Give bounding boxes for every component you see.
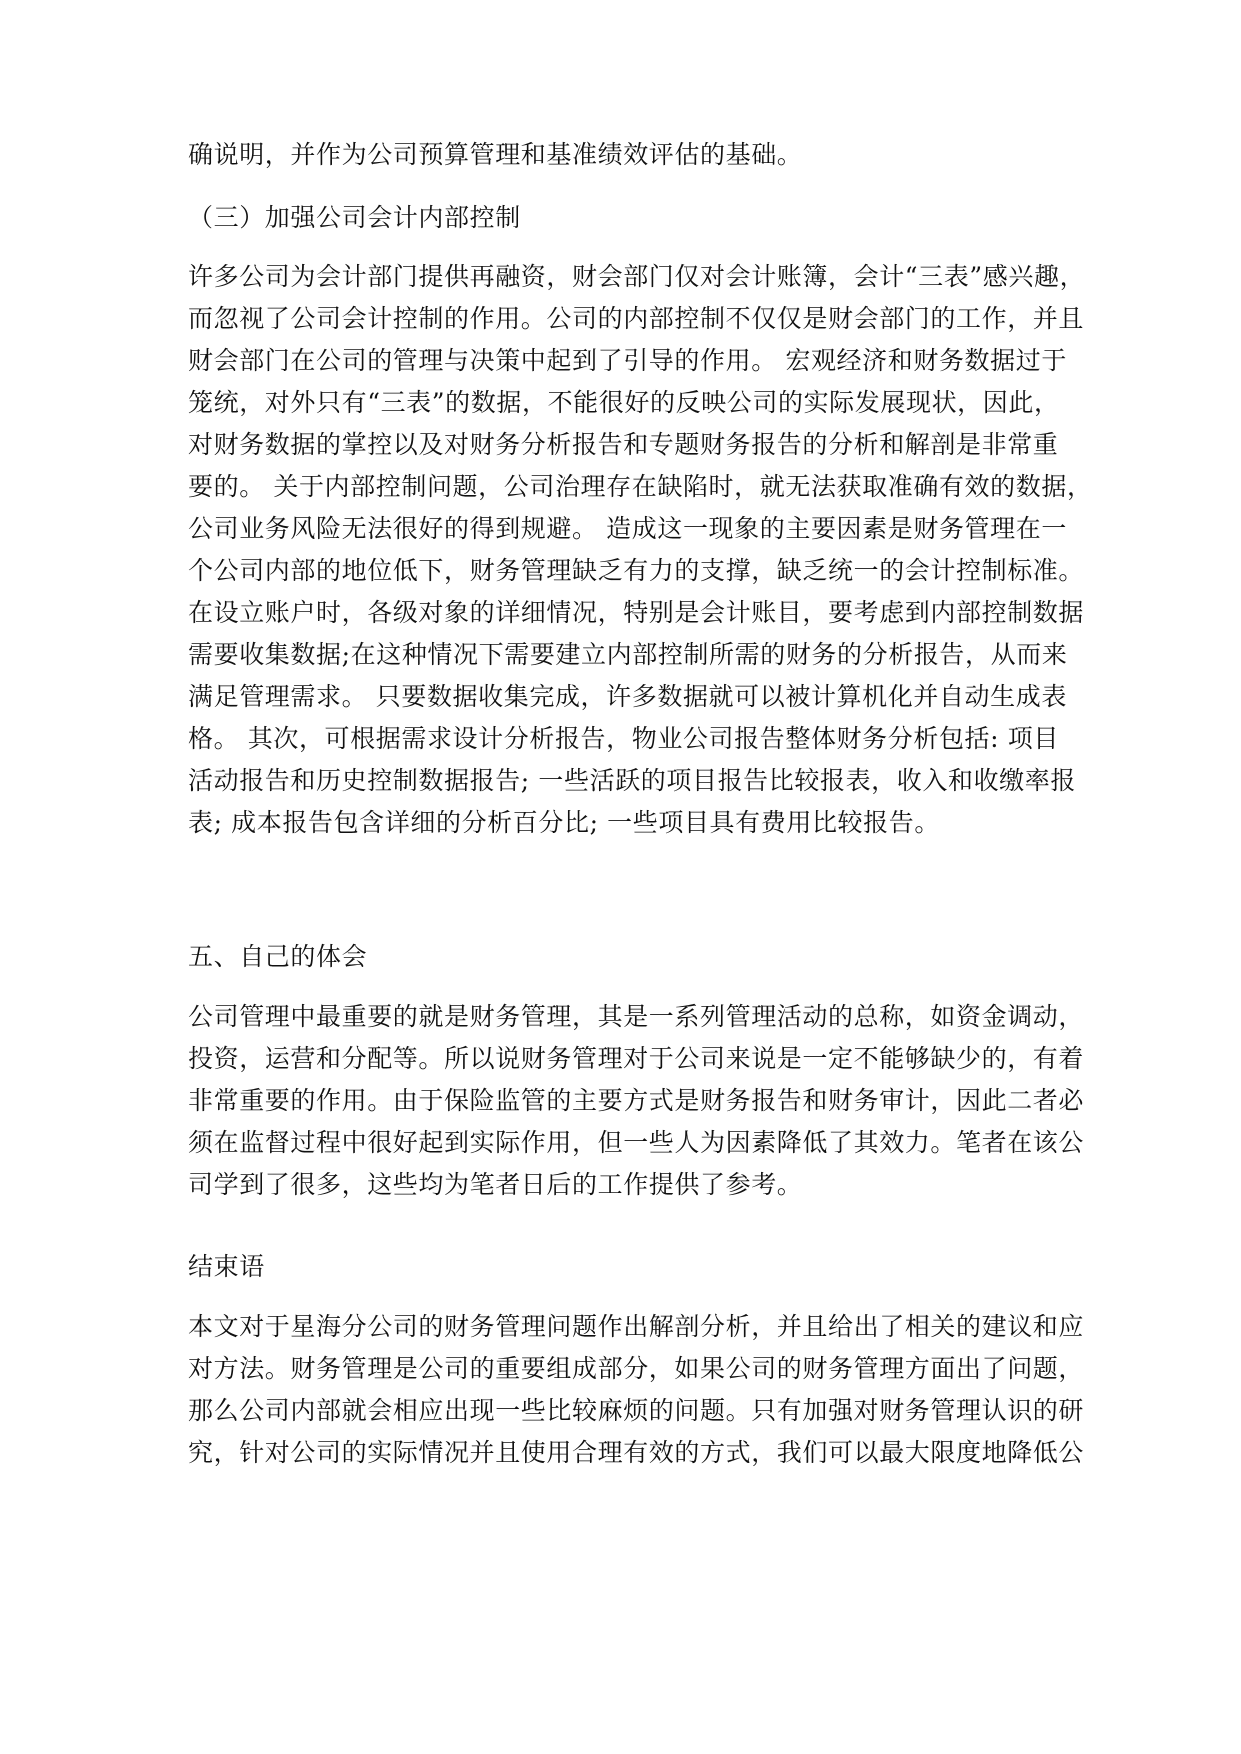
- text-line: 对财务数据的掌控以及对财务分析报告和专题财务报告的分析和解剖是非常重: [188, 430, 1059, 459]
- text-line: 非常重要的作用。由于保险监管的主要方式是财务报告和财务审计，因此二者必: [188, 1086, 1085, 1115]
- text-line: 在设立账户时，各级对象的详细情况，特别是会计账目，要考虑到内部控制数据: [188, 598, 1085, 627]
- text-line: 个公司内部的地位低下，财务管理缺乏有力的支撑，缺乏统一的会计控制标准。: [188, 556, 1085, 585]
- text-line: 表; 成本报告包含详细的分析百分比; 一些项目具有费用比较报告。: [188, 808, 940, 837]
- text-line: 格。 其次，可根据需求设计分析报告，物业公司报告整体财务分析包括: 项目: [188, 724, 1059, 753]
- text-line: 司学到了很多，这些均为笔者日后的工作提供了参考。: [188, 1170, 803, 1199]
- text-line: 公司管理中最重要的就是财务管理，其是一系列管理活动的总称，如资金调动，: [188, 1002, 1085, 1031]
- text-line: 本文对于星海分公司的财务管理问题作出解剖分析，并且给出了相关的建议和应: [188, 1312, 1085, 1341]
- paragraph-intro: [188, 134, 1058, 176]
- conclusion-heading: 结束语: [188, 1252, 265, 1281]
- text-line: 对方法。财务管理是公司的重要组成部分，如果公司的财务管理方面出了问题，: [188, 1354, 1085, 1383]
- text-line: 而忽视了公司会计控制的作用。公司的内部控制不仅仅是财会部门的工作，并且: [188, 304, 1085, 333]
- text-line: 笼统，对外只有“三表”的数据，不能很好的反映公司的实际发展现状，因此，: [188, 388, 1060, 417]
- text-line: 那么公司内部就会相应出现一些比较麻烦的问题。只有加强对财务管理认识的研: [188, 1396, 1085, 1425]
- text-line: 公司业务风险无法很好的得到规避。 造成这一现象的主要因素是财务管理在一: [188, 514, 1067, 543]
- paragraph-experience: [188, 996, 1085, 1206]
- text-line: 要的。 关于内部控制问题，公司治理存在缺陷时，就无法获取准确有效的数据，: [188, 472, 1093, 501]
- text-line: 财会部门在公司的管理与决策中起到了引导的作用。 宏观经济和财务数据过于: [188, 346, 1067, 375]
- text-line: 需要收集数据;在这种情况下需要建立内部控制所需的财务的分析报告，从而来: [188, 640, 1068, 669]
- text-line: 许多公司为会计部门提供再融资，财会部门仅对会计账簿，会计“三表”感兴趣，: [188, 262, 1086, 291]
- text-line: 满足管理需求。 只要数据收集完成，许多数据就可以被计算机化并自动生成表: [188, 682, 1067, 711]
- paragraph-conclusion: [188, 1306, 1085, 1474]
- text-line: 活动报告和历史控制数据报告; 一些活跃的项目报告比较报表，收入和收缴率报: [188, 766, 1076, 795]
- section-heading-5: 五、自己的体会: [188, 942, 368, 971]
- paragraph-internal-control: [188, 256, 1093, 844]
- text-line: 确说明，并作为公司预算管理和基准绩效评估的基础。: [188, 140, 803, 169]
- text-line: 须在监督过程中很好起到实际作用，但一些人为因素降低了其效力。笔者在该公: [188, 1128, 1085, 1157]
- text-line: 投资，运营和分配等。所以说财务管理对于公司来说是一定不能够缺少的，有着: [188, 1044, 1085, 1073]
- section-heading-3: （三）加强公司会计内部控制: [188, 203, 521, 232]
- text-line: 究，针对公司的实际情况并且使用合理有效的方式，我们可以最大限度地降低公: [188, 1438, 1085, 1467]
